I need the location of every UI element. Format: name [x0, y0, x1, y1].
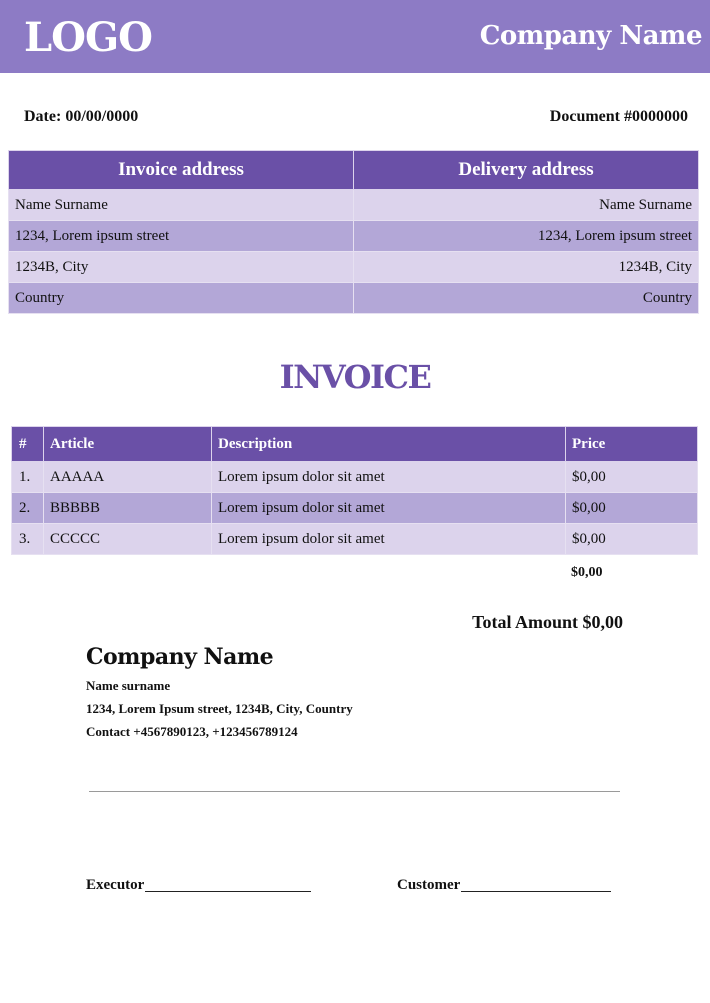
executor-signature [86, 874, 311, 896]
subtotal-value: $0,00 [571, 565, 603, 580]
footer-contact: Contact +4567890123, +123456789124 [86, 724, 298, 739]
address-table-header-row [9, 151, 699, 190]
executor-signature-line [145, 891, 311, 892]
invoice-address-cell: Name Surname [9, 190, 354, 221]
divider [89, 791, 620, 792]
item-number: 1. [12, 462, 44, 493]
delivery-address-header: Delivery address [354, 151, 699, 190]
address-row [9, 190, 699, 221]
document-date: Date: 00/00/0000 [24, 108, 139, 125]
invoice-address-cell: 1234, Lorem ipsum street [9, 221, 354, 252]
header-company-name: Company Name [479, 21, 702, 51]
item-description: Lorem ipsum dolor sit amet [212, 462, 566, 493]
item-number: 3. [12, 524, 44, 555]
items-table-header-row [12, 427, 698, 462]
footer-address: 1234, Lorem Ipsum street, 1234B, City, Country [86, 701, 353, 716]
footer-company-name: Company Name [86, 644, 274, 670]
address-row [9, 252, 699, 283]
item-price: $0,00 [566, 493, 698, 524]
customer-signature [397, 874, 611, 896]
invoice-address-cell: 1234B, City [9, 252, 354, 283]
table-row [12, 524, 698, 555]
document-number: Document #0000000 [549, 108, 688, 125]
delivery-address-cell: 1234B, City [354, 252, 699, 283]
executor-label: Executor [86, 877, 145, 893]
items-header-number: # [12, 427, 44, 462]
item-description: Lorem ipsum dolor sit amet [212, 524, 566, 555]
address-row [9, 283, 699, 314]
customer-signature-line [461, 891, 611, 892]
table-row [12, 462, 698, 493]
items-header-article: Article [44, 427, 212, 462]
delivery-address-cell: Country [354, 283, 699, 314]
item-price: $0,00 [566, 462, 698, 493]
address-table [8, 150, 699, 314]
delivery-address-cell: Name Surname [354, 190, 699, 221]
item-number: 2. [12, 493, 44, 524]
items-header-price: Price [566, 427, 698, 462]
invoice-address-header: Invoice address [9, 151, 354, 190]
item-article: BBBBB [44, 493, 212, 524]
table-row [12, 493, 698, 524]
item-description: Lorem ipsum dolor sit amet [212, 493, 566, 524]
item-article: CCCCC [44, 524, 212, 555]
logo: LOGO [24, 14, 152, 61]
item-article: AAAAA [44, 462, 212, 493]
footer-name: Name surname [86, 678, 171, 693]
invoice-title: INVOICE [279, 358, 431, 396]
customer-label: Customer [397, 877, 461, 893]
item-price: $0,00 [566, 524, 698, 555]
header-bar [0, 0, 710, 73]
invoice-address-cell: Country [9, 283, 354, 314]
items-header-description: Description [212, 427, 566, 462]
total-amount: Total Amount $0,00 [472, 612, 623, 632]
items-table [11, 426, 698, 555]
delivery-address-cell: 1234, Lorem ipsum street [354, 221, 699, 252]
address-row [9, 221, 699, 252]
